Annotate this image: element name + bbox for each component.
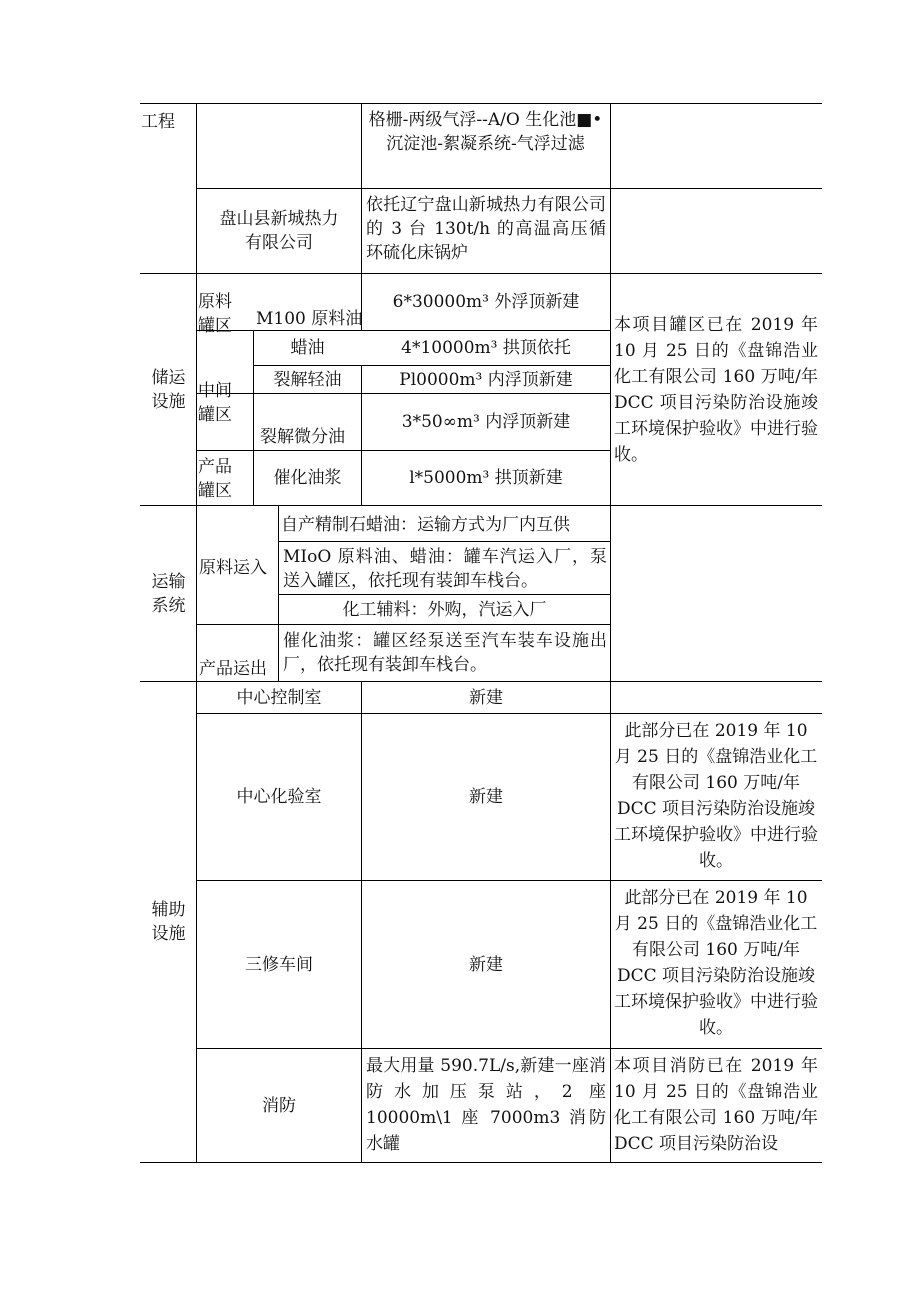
- transport-raw-item: MIoO 原料油、蜡油：罐车汽运入厂，泵送入罐区，依托现有装卸车栈台。: [283, 547, 607, 591]
- tank-spec: 3*50∞m³ 内浮顶新建: [401, 412, 571, 432]
- tank-spec: 4*10000m³ 拱顶依托: [401, 338, 571, 358]
- storage-mid-area: 中间罐区: [198, 381, 232, 425]
- tank-name: 裂解轻油: [273, 369, 342, 390]
- aux-item-note: 本项目消防已在 2019 年 10 月 25 日的《盘锦浩业化工有限公司 160 万吨/年 DCC 项目污染防治设: [614, 1056, 818, 1154]
- aux-item-name: 三修车间: [245, 954, 313, 975]
- storage-note: 本项目罐区已在 2019 年 10 月 25 日的《盘锦浩业化工有限公司 160 万吨/年 DCC 项目污染防治设施竣工环境保护验收》中进行验收。: [614, 315, 818, 465]
- aux-item-name: 中心控制室: [236, 687, 322, 708]
- transport-raw-in: 原料运入: [199, 558, 267, 578]
- aux-item-name: 中心化验室: [236, 787, 322, 807]
- aux-item-content: 最大用量 590.7L/s,新建一座消防水加压泵站，2 座 10000m\1 座 7000m3 消防水罐: [366, 1056, 606, 1154]
- project-facility1-content: 格栅-两级气浮--A/O 生化池■•沉淀池-絮凝系统-气浮过滤: [368, 110, 603, 154]
- category-transport: 运输系统: [151, 571, 186, 616]
- aux-item-content: 新建: [469, 687, 503, 708]
- category-project: 工程: [141, 112, 175, 132]
- storage-product-area: 产品罐区: [198, 457, 232, 501]
- transport-product-item: 催化油浆：罐区经泵送至汽车装车设施出厂，依托现有装卸车栈台。: [283, 631, 607, 675]
- aux-item-note: 此部分已在 2019 年 10 月 25 日的《盘锦浩业化工有限公司 160 万吨/年 DCC 项目污染防治设施竣工环境保护验收》中进行验收。: [614, 721, 818, 871]
- tank-name: 催化油浆: [273, 468, 342, 488]
- project-facility2-content: 依托辽宁盘山新城热力有限公司的 3 台 130t/h 的高温高压循环硫化床锅炉: [366, 195, 606, 263]
- aux-item-content: 新建: [469, 787, 503, 807]
- project-facility2-name: 盘山县新城热力有限公司: [219, 209, 339, 253]
- storage-raw-area: 原料罐区: [198, 292, 232, 336]
- tank-name: 蜡油: [290, 338, 325, 358]
- category-storage: 储运设施: [151, 367, 186, 412]
- transport-raw-item: 自产精制石蜡油：运输方式为厂内互供: [281, 515, 570, 535]
- aux-item-name: 消防: [262, 1095, 296, 1116]
- tank-name: 裂解微分油: [260, 427, 345, 447]
- aux-item-content: 新建: [469, 954, 503, 975]
- tank-spec: 6*30000m³ 外浮顶新建: [392, 292, 580, 312]
- tank-name: M100 原料油: [256, 309, 363, 329]
- category-auxiliary: 辅助设施: [151, 900, 186, 944]
- tank-spec: l*5000m³ 拱顶新建: [409, 468, 563, 488]
- aux-item-note: 此部分已在 2019 年 10 月 25 日的《盘锦浩业化工有限公司 160 万吨/年 DCC 项目污染防治设施竣工环境保护验收》中进行验收。: [614, 888, 818, 1038]
- transport-raw-item: 化工辅料：外购，汽运入厂: [342, 599, 547, 620]
- tank-spec: Pl0000m³ 内浮顶新建: [399, 369, 573, 390]
- transport-product-out: 产品运出: [199, 659, 267, 679]
